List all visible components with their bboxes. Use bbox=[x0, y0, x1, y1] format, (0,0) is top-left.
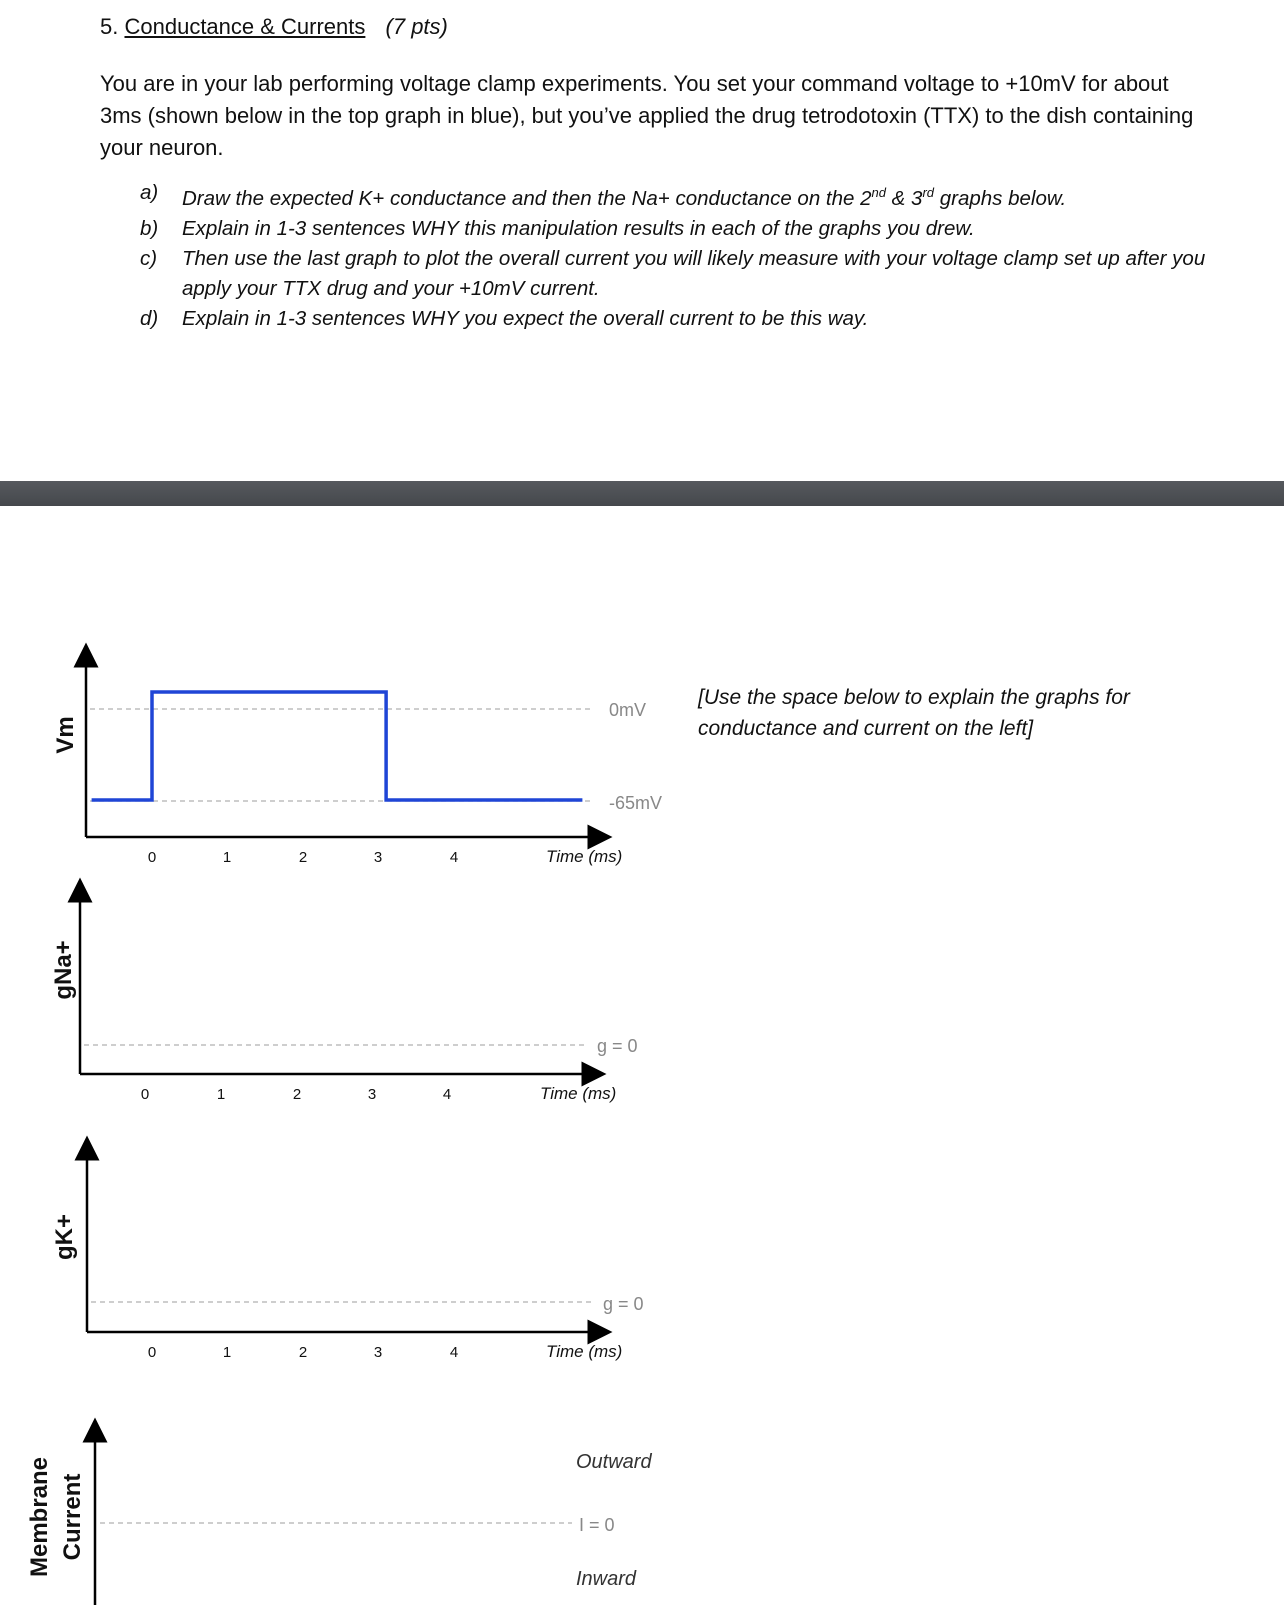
vm-tick: 2 bbox=[298, 849, 308, 866]
gna-ref-label: g = 0 bbox=[597, 1036, 638, 1056]
vm-tick: 0 bbox=[147, 849, 157, 866]
gk-tick: 3 bbox=[373, 1344, 383, 1361]
vm-y-label: Vm bbox=[52, 716, 79, 754]
vm-ref-label-65mv: -65mV bbox=[609, 793, 663, 813]
current-y-label-line1: Membrane bbox=[26, 1456, 53, 1578]
gk-tick: 4 bbox=[449, 1344, 459, 1361]
gna-graph bbox=[50, 890, 638, 1103]
vm-tick: 1 bbox=[222, 849, 232, 866]
vm-x-label: Time (ms) bbox=[546, 847, 623, 866]
vm-tick: 3 bbox=[373, 849, 383, 866]
part-letter: a) bbox=[140, 181, 159, 204]
part-letter: b) bbox=[140, 216, 159, 240]
gna-x-label: Time (ms) bbox=[540, 1084, 617, 1103]
gk-x-label: Time (ms) bbox=[546, 1342, 623, 1361]
inward-label: Inward bbox=[576, 1568, 637, 1590]
part-text: Explain in 1-3 sentences WHY you expect the overall current to be this way. bbox=[182, 306, 869, 330]
question-number: 5. bbox=[100, 14, 119, 39]
gk-graph bbox=[51, 1148, 644, 1361]
current-y-label-line2: Current bbox=[59, 1473, 86, 1561]
outward-label: Outward bbox=[576, 1451, 652, 1473]
gna-tick: 2 bbox=[292, 1086, 302, 1103]
gna-tick: 3 bbox=[367, 1086, 377, 1103]
gna-tick: 1 bbox=[216, 1086, 226, 1103]
part-letter: d) bbox=[140, 306, 159, 330]
gna-tick: 4 bbox=[442, 1086, 452, 1103]
answer-space-note: [Use the space below to explain the graphs for conductance and current on the left] bbox=[698, 686, 1130, 740]
current-graph bbox=[26, 1430, 652, 1605]
vm-command-trace bbox=[92, 692, 583, 800]
part-text: Explain in 1-3 sentences WHY this manipulation results in each of the graphs you drew. bbox=[182, 216, 975, 240]
part-a: a) Draw the expected K+ conductance and then the Na+ conductance on the 2nd & 3rd graphs below. bbox=[140, 178, 1220, 214]
gk-tick: 2 bbox=[298, 1344, 308, 1361]
gk-y-label: gK+ bbox=[51, 1213, 78, 1261]
gna-tick: 0 bbox=[140, 1086, 150, 1103]
part-text: Then use the last graph to plot the overall current you will likely measure with your voltage clamp set up after you apply your TTX drug and your +10mV current. bbox=[182, 246, 1206, 300]
gk-ref-label: g = 0 bbox=[603, 1294, 644, 1314]
gk-tick: 1 bbox=[222, 1344, 232, 1361]
current-ref-label: I = 0 bbox=[579, 1515, 615, 1535]
vm-tick: 4 bbox=[449, 849, 459, 866]
gk-tick: 0 bbox=[147, 1344, 157, 1361]
vm-graph bbox=[52, 655, 662, 866]
question-intro: You are in your lab performing voltage clamp experiments. You set your command voltage to +10mV for about 3ms (shown below in the top graph in blue), but you’ve applied the drug tetrodotoxin (TTX) to the dish containing your neuron. bbox=[100, 71, 1194, 160]
part-letter: c) bbox=[140, 246, 158, 270]
question-points: (7 pts) bbox=[385, 14, 448, 39]
vm-ref-label-0mv: 0mV bbox=[609, 700, 647, 720]
gna-y-label: gNa+ bbox=[50, 940, 77, 1000]
question-title: Conductance & Currents bbox=[124, 14, 366, 39]
